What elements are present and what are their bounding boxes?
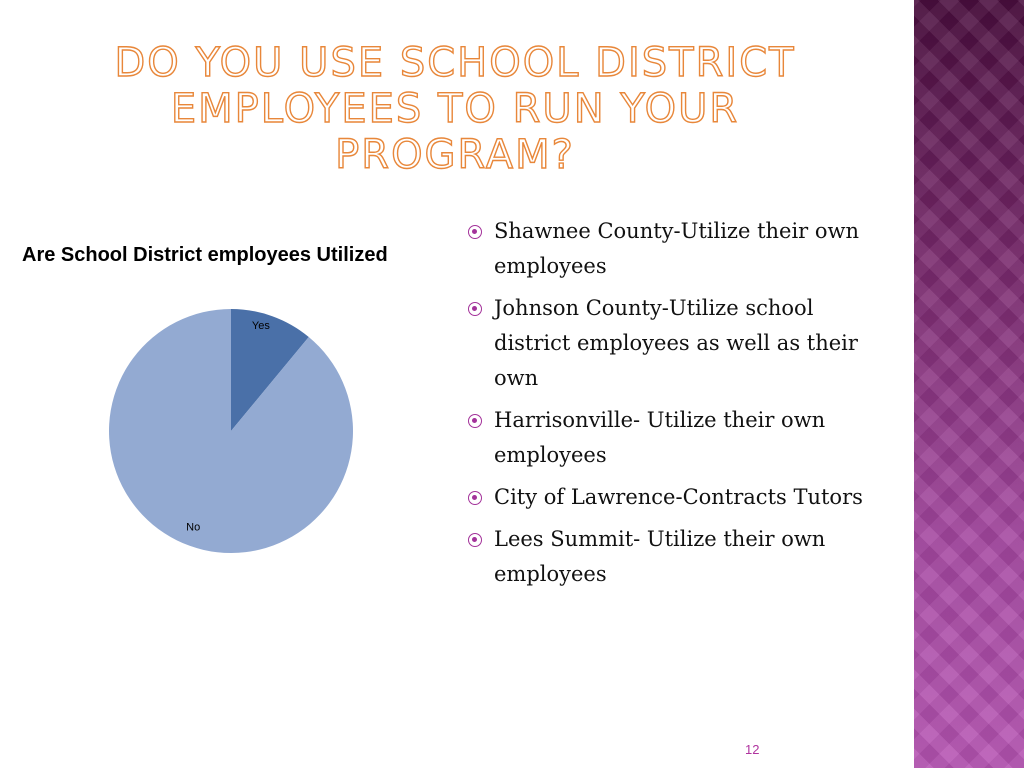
pie-label-no: No (186, 521, 201, 534)
bullet-list (466, 214, 876, 599)
bullet-text: Johnson County-Utilize school district employees as well as their own (494, 296, 858, 390)
bullet-item (466, 403, 876, 473)
bullet-text: Lees Summit- Utilize their own employees (494, 527, 826, 586)
bullet-circle-icon (468, 302, 482, 316)
pie-label-yes: Yes (251, 319, 270, 332)
bullet-circle-icon (468, 414, 482, 428)
bullet-text: Shawnee County-Utilize their own employees (494, 219, 860, 278)
bullet-text: Harrisonville- Utilize their own employees (494, 408, 826, 467)
chart-title: Are School District employees Utilized (22, 244, 388, 266)
bullet-item (466, 480, 876, 515)
decorative-sidebar (912, 0, 1024, 768)
slide-title: DO YOU USE SCHOOL DISTRICT EMPLOYEES TO RUN YOUR PROGRAM? (114, 40, 796, 178)
pie-chart (100, 300, 362, 562)
bullet-circle-icon (468, 491, 482, 505)
bullet-text: City of Lawrence-Contracts Tutors (494, 485, 863, 509)
pie-slice-no (109, 309, 353, 553)
bullet-circle-icon (468, 533, 482, 547)
bullet-item (466, 291, 876, 396)
bullet-circle-icon (468, 225, 482, 239)
bullet-item (466, 522, 876, 592)
bullet-item (466, 214, 876, 284)
page-number: 12 (745, 742, 760, 757)
